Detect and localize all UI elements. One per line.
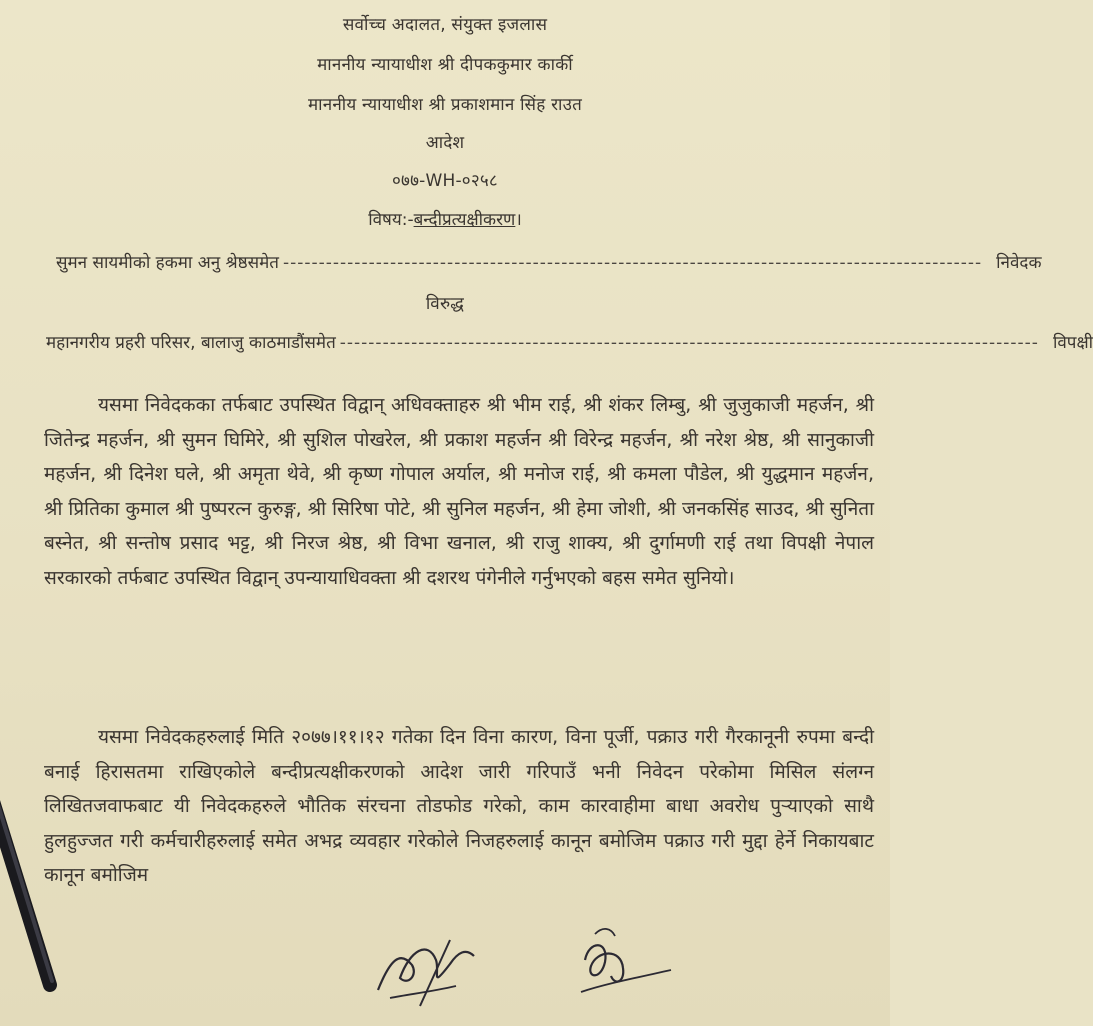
document-type: आदेश (425, 133, 465, 153)
paragraph-2 (44, 720, 874, 893)
subject-end: । (515, 210, 522, 230)
respondent-line (46, 330, 1093, 353)
justice-1: माननीय न्यायाधीश श्री दीपककुमार कार्की (317, 55, 573, 75)
paragraph-1 (44, 388, 874, 595)
versus-label: विरुद्ध (425, 294, 465, 314)
case-number: ०७७-WH-०२५८ (392, 171, 498, 191)
paragraph-2-text: यसमा निवेदकहरुलाई मिति २०७७।११।१२ गतेका दिन विना कारण, विना पूर्जी, पक्राउ गरी गैरकानूनी रुपमा बन्दी बनाई हिरासतमा राखिएकोले बन्दीप्रत्यक्षीकरणको आदेश जारी गरिपाउँ भनी निवेदन परेकोमा मिसिल संलग्न लिखितजवाफबाट यी निवेदकहरुले भौतिक संरचना तोडफोड गरेको, काम कारवाहीमा बाधा अवरोध पुऱ्याएको साथै हुलहुज्जत गरी कर्मचारीहरुलाई समेत अभद्र व्यवहार गरेकोले निजहरुलाई कानून बमोजिम पक्राउ गरी मुद्दा हेर्ने निकायबाट कानून बमोजिम (44, 726, 874, 886)
justice-2: माननीय न्यायाधीश श्री प्रकाशमान सिंह राउत (307, 95, 583, 115)
petitioner-role: निवेदक (996, 253, 1042, 273)
dash-leader: -------------------------------------------------------------------------------------------------- (282, 253, 983, 273)
signature-2 (575, 920, 685, 1010)
pen-object (0, 785, 70, 1005)
petitioner-name: सुमन सायमीको हकमा अनु श्रेष्ठसमेत (56, 253, 279, 273)
dash-leader: -------------------------------------------------------------------------------------------------- (339, 333, 1039, 353)
signature-1 (370, 920, 490, 1010)
subject-value: बन्दीप्रत्यक्षीकरण (413, 210, 516, 230)
subject-label: विषय:- (368, 210, 414, 230)
respondent-role: विपक्षी (1052, 333, 1093, 353)
paragraph-1-text: यसमा निवेदकका तर्फबाट उपस्थित विद्वान् अधिवक्ताहरु श्री भीम राई, श्री शंकर लिम्बु, श्री जुजुकाजी महर्जन, श्री जितेन्द्र महर्जन, श्री सुमन घिमिरे, श्री सुशिल पोखरेल, श्री प्रकाश महर्जन श्री विरेन्द्र महर्जन, श्री नरेश श्रेष्ठ, श्री सानुकाजी महर्जन, श्री दिनेश घले, श्री अमृता थेवे, श्री कृष्ण गोपाल अर्याल, श्री मनोज राई, श्री कमला पौडेल, श्री युद्धमान महर्जन, श्री प्रितिका कुमाल श्री पुष्परत्न कुरुङ्ग, श्री सिरिषा पोटे, श्री सुनिल महर्जन, श्री हेमा जोशी, श्री जनकसिंह साउद, श्री सुनिता बस्नेत, श्री सन्तोष प्रसाद भट्ट, श्री निरज श्रेष्ठ, श्री विभा खनाल, श्री राजु शाक्य, श्री दुर्गामणी राई तथा विपक्षी नेपाल सरकारको तर्फबाट उपस्थित विद्वान् उपन्यायाधिवक्ता श्री दशरथ पंगेनीले गर्नुभएको बहस समेत सुनियो। (44, 394, 874, 589)
subject-line (0, 207, 890, 230)
petitioner-line (56, 250, 1042, 273)
respondent-name: महानगरीय प्रहरी परिसर, बालाजु काठमाडौंसमेत (46, 333, 336, 353)
court-name: सर्वोच्च अदालत, संयुक्त इजलास (342, 15, 548, 35)
